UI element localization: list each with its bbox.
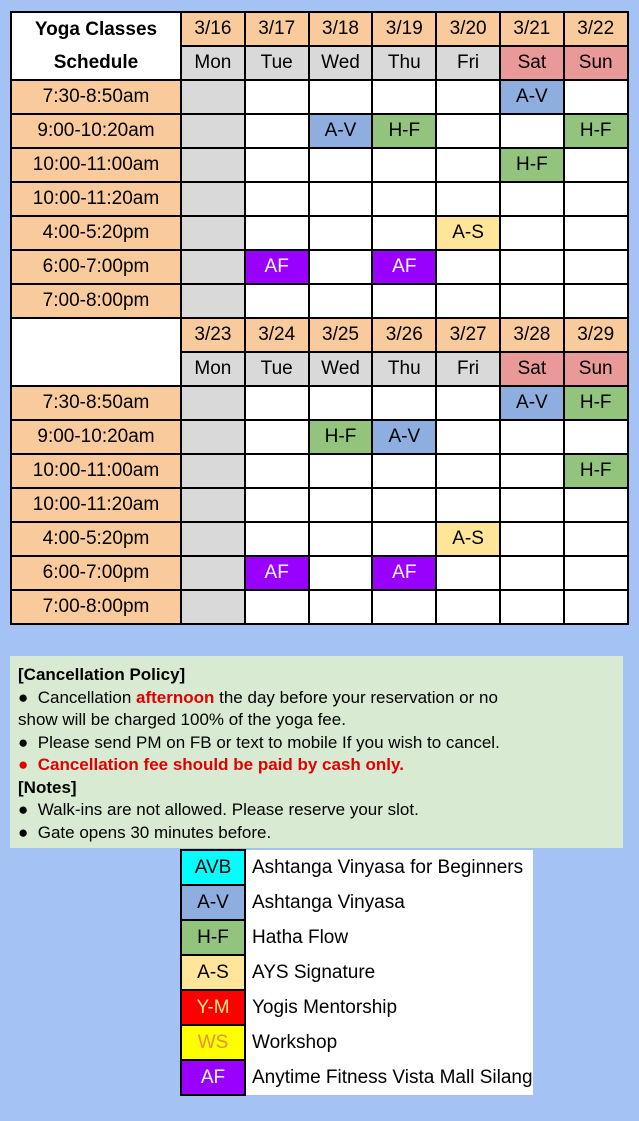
bullet: ●	[18, 755, 29, 774]
time-slot-row	[11, 80, 628, 114]
schedule-title	[11, 12, 181, 80]
time-slot-row	[11, 284, 628, 318]
empty-cell	[245, 182, 309, 216]
empty-cell	[181, 148, 245, 182]
empty-cell	[245, 590, 309, 624]
empty-cell	[564, 556, 628, 590]
time-slot-row	[11, 114, 628, 148]
empty-cell	[500, 114, 564, 148]
empty-cell	[564, 590, 628, 624]
title-line-1: Yoga Classes	[34, 19, 158, 40]
date-cell: 3/19	[372, 12, 436, 46]
time-slot-label: 9:00-10:20am	[11, 114, 181, 148]
empty-cell	[245, 216, 309, 250]
time-slot-row	[11, 250, 628, 284]
empty-cell	[309, 590, 373, 624]
schedule-table	[10, 11, 629, 625]
class-cell: A-S	[436, 216, 500, 250]
class-cell: A-V	[500, 80, 564, 114]
empty-cell	[245, 386, 309, 420]
empty-cell	[372, 284, 436, 318]
class-cell: AF	[372, 556, 436, 590]
class-legend	[180, 849, 534, 1096]
weekday-cell: Mon	[181, 352, 245, 386]
time-slot-row	[11, 590, 628, 624]
date-cell: 3/28	[500, 318, 564, 352]
notes-heading: [Notes]	[18, 777, 77, 797]
weekday-cell: Tue	[245, 46, 309, 80]
class-cell: H-F	[564, 454, 628, 488]
time-slot-row	[11, 182, 628, 216]
legend-row	[181, 1025, 533, 1060]
note-item-1: ● Walk-ins are not allowed. Please reserve your slot.	[18, 800, 419, 819]
weekday-cell: Sun	[564, 46, 628, 80]
bullet: ●	[18, 822, 29, 842]
empty-cell	[436, 284, 500, 318]
class-cell: AF	[372, 250, 436, 284]
weekday-cell: Wed	[309, 46, 373, 80]
date-cell: 3/16	[181, 12, 245, 46]
legend-code: H-F	[181, 920, 245, 955]
empty-cell	[245, 488, 309, 522]
empty-cell	[500, 216, 564, 250]
class-cell: H-F	[372, 114, 436, 148]
date-cell: 3/27	[436, 318, 500, 352]
empty-cell	[372, 148, 436, 182]
empty-cell	[181, 80, 245, 114]
emphasis-afternoon: afternoon	[136, 687, 215, 707]
weekday-cell: Sat	[500, 352, 564, 386]
empty-cell	[436, 114, 500, 148]
time-slot-row	[11, 386, 628, 420]
legend-name: Ashtanga Vinyasa for Beginners	[245, 850, 533, 885]
date-cell: 3/17	[245, 12, 309, 46]
cancellation-policy	[10, 656, 623, 848]
policy-item-1: ● Cancellation afternoon the day before your reservation or no	[18, 687, 498, 707]
blank-corner	[11, 318, 181, 386]
empty-cell	[500, 420, 564, 454]
date-cell: 3/18	[309, 12, 373, 46]
empty-cell	[309, 250, 373, 284]
legend-code: AVB	[181, 850, 245, 885]
class-cell: AF	[245, 556, 309, 590]
empty-cell	[309, 148, 373, 182]
policy-heading: [Cancellation Policy]	[18, 665, 186, 684]
empty-cell	[245, 420, 309, 454]
time-slot-label: 7:30-8:50am	[11, 80, 181, 114]
empty-cell	[436, 556, 500, 590]
time-slot-row	[11, 148, 628, 182]
empty-cell	[436, 488, 500, 522]
empty-cell	[372, 488, 436, 522]
empty-cell	[181, 522, 245, 556]
legend-name: Workshop	[245, 1025, 533, 1060]
empty-cell	[436, 590, 500, 624]
class-cell: A-S	[436, 522, 500, 556]
empty-cell	[372, 454, 436, 488]
date-cell: 3/21	[500, 12, 564, 46]
legend-code: WS	[181, 1025, 245, 1060]
empty-cell	[309, 216, 373, 250]
empty-cell	[181, 216, 245, 250]
weekday-cell: Sun	[564, 352, 628, 386]
empty-cell	[372, 216, 436, 250]
empty-cell	[564, 488, 628, 522]
empty-cell	[245, 522, 309, 556]
empty-cell	[181, 488, 245, 522]
empty-cell	[181, 556, 245, 590]
policy-item-3: ● Cancellation fee should be paid by cash only.	[18, 755, 404, 774]
class-cell: A-V	[500, 386, 564, 420]
legend-name: Yogis Mentorship	[245, 990, 533, 1025]
empty-cell	[309, 556, 373, 590]
empty-cell	[245, 80, 309, 114]
empty-cell	[372, 80, 436, 114]
legend-row	[181, 920, 533, 955]
empty-cell	[181, 114, 245, 148]
empty-cell	[436, 386, 500, 420]
time-slot-row	[11, 420, 628, 454]
empty-cell	[181, 284, 245, 318]
time-slot-label: 4:00-5:20pm	[11, 216, 181, 250]
class-cell: H-F	[564, 114, 628, 148]
class-cell: A-V	[309, 114, 373, 148]
date-cell: 3/26	[372, 318, 436, 352]
weekday-cell: Tue	[245, 352, 309, 386]
legend-name: Anytime Fitness Vista Mall Silang	[245, 1060, 533, 1095]
empty-cell	[436, 454, 500, 488]
empty-cell	[181, 454, 245, 488]
legend-name: Hatha Flow	[245, 920, 533, 955]
date-header-row	[11, 12, 628, 46]
empty-cell	[372, 182, 436, 216]
date-cell: 3/23	[181, 318, 245, 352]
empty-cell	[436, 182, 500, 216]
policy-item-1-continued: show will be charged 100% of the yoga fee.	[18, 710, 346, 729]
empty-cell	[181, 386, 245, 420]
empty-cell	[564, 216, 628, 250]
time-slot-row	[11, 556, 628, 590]
empty-cell	[181, 590, 245, 624]
date-header-row	[11, 318, 628, 352]
empty-cell	[436, 148, 500, 182]
time-slot-label: 10:00-11:00am	[11, 454, 181, 488]
empty-cell	[245, 148, 309, 182]
bullet: ●	[18, 800, 29, 819]
bullet: ●	[18, 732, 29, 752]
empty-cell	[309, 284, 373, 318]
policy-item-2: ● Please send PM on FB or text to mobile If you wish to cancel.	[18, 732, 500, 752]
empty-cell	[500, 488, 564, 522]
time-slot-label: 7:00-8:00pm	[11, 284, 181, 318]
date-cell: 3/22	[564, 12, 628, 46]
empty-cell	[372, 522, 436, 556]
empty-cell	[181, 250, 245, 284]
class-cell: H-F	[500, 148, 564, 182]
title-line-2: Schedule	[53, 52, 139, 73]
date-cell: 3/25	[309, 318, 373, 352]
date-cell: 3/24	[245, 318, 309, 352]
empty-cell	[564, 250, 628, 284]
empty-cell	[564, 284, 628, 318]
weekday-cell: Fri	[436, 352, 500, 386]
weekday-cell: Sat	[500, 46, 564, 80]
weekday-cell: Wed	[309, 352, 373, 386]
empty-cell	[245, 284, 309, 318]
class-cell: A-V	[372, 420, 436, 454]
time-slot-label: 4:00-5:20pm	[11, 522, 181, 556]
time-slot-label: 9:00-10:20am	[11, 420, 181, 454]
empty-cell	[436, 80, 500, 114]
empty-cell	[245, 114, 309, 148]
empty-cell	[564, 522, 628, 556]
time-slot-label: 6:00-7:00pm	[11, 556, 181, 590]
empty-cell	[309, 182, 373, 216]
empty-cell	[245, 454, 309, 488]
weekday-cell: Mon	[181, 46, 245, 80]
empty-cell	[564, 80, 628, 114]
legend-code: A-V	[181, 885, 245, 920]
time-slot-label: 10:00-11:20am	[11, 182, 181, 216]
bullet: ●	[18, 687, 29, 707]
time-slot-label: 7:00-8:00pm	[11, 590, 181, 624]
empty-cell	[372, 590, 436, 624]
empty-cell	[500, 284, 564, 318]
legend-row	[181, 1060, 533, 1095]
legend-row	[181, 955, 533, 990]
legend-code: AF	[181, 1060, 245, 1095]
date-cell: 3/20	[436, 12, 500, 46]
time-slot-label: 10:00-11:20am	[11, 488, 181, 522]
class-cell: H-F	[309, 420, 373, 454]
time-slot-row	[11, 454, 628, 488]
class-cell: H-F	[564, 386, 628, 420]
time-slot-label: 6:00-7:00pm	[11, 250, 181, 284]
class-cell: AF	[245, 250, 309, 284]
time-slot-row	[11, 216, 628, 250]
legend-row	[181, 850, 533, 885]
note-item-2: ● Gate opens 30 minutes before.	[18, 822, 272, 842]
legend-code: Y-M	[181, 990, 245, 1025]
empty-cell	[309, 454, 373, 488]
empty-cell	[564, 182, 628, 216]
time-slot-row	[11, 488, 628, 522]
empty-cell	[181, 420, 245, 454]
weekday-cell: Fri	[436, 46, 500, 80]
empty-cell	[309, 522, 373, 556]
empty-cell	[564, 420, 628, 454]
empty-cell	[436, 250, 500, 284]
legend-name: Ashtanga Vinyasa	[245, 885, 533, 920]
empty-cell	[309, 386, 373, 420]
empty-cell	[309, 80, 373, 114]
weekday-cell: Thu	[372, 352, 436, 386]
empty-cell	[500, 250, 564, 284]
empty-cell	[500, 556, 564, 590]
time-slot-row	[11, 522, 628, 556]
empty-cell	[500, 522, 564, 556]
legend-name: AYS Signature	[245, 955, 533, 990]
legend-row	[181, 990, 533, 1025]
weekday-cell: Thu	[372, 46, 436, 80]
legend-code: A-S	[181, 955, 245, 990]
empty-cell	[500, 590, 564, 624]
empty-cell	[436, 420, 500, 454]
empty-cell	[500, 454, 564, 488]
empty-cell	[372, 386, 436, 420]
time-slot-label: 7:30-8:50am	[11, 386, 181, 420]
empty-cell	[309, 488, 373, 522]
legend-row	[181, 885, 533, 920]
empty-cell	[500, 182, 564, 216]
empty-cell	[564, 148, 628, 182]
empty-cell	[181, 182, 245, 216]
time-slot-label: 10:00-11:00am	[11, 148, 181, 182]
date-cell: 3/29	[564, 318, 628, 352]
